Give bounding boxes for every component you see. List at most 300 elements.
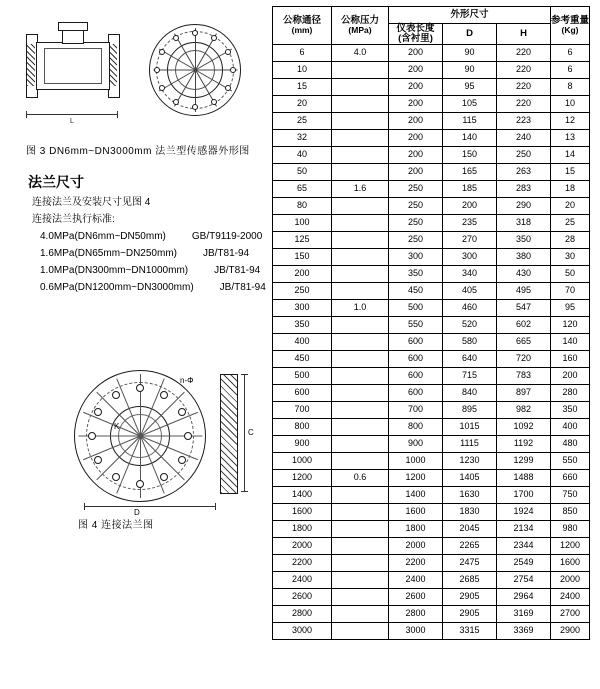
table-row xyxy=(273,452,590,469)
flange-right-hatch xyxy=(109,44,117,86)
figure-3-drawing xyxy=(10,18,260,128)
bolt-hole xyxy=(136,384,144,392)
table-row xyxy=(273,554,590,571)
cell-diameter-d: 95 xyxy=(443,78,497,95)
cell-meter-length: 450 xyxy=(389,282,443,299)
cell-diameter-d: 840 xyxy=(443,384,497,401)
table-row xyxy=(273,537,590,554)
bolt-hole xyxy=(173,99,179,105)
dimension-label-k: K xyxy=(114,422,120,431)
cell-meter-length: 600 xyxy=(389,367,443,384)
table-row xyxy=(273,622,590,639)
cell-diameter-d: 90 xyxy=(443,61,497,78)
cell-meter-length: 1000 xyxy=(389,452,443,469)
figure-4-caption: 图 4 连接法兰图 xyxy=(78,520,154,531)
cell-reference-weight: 2700 xyxy=(551,605,590,622)
cell-diameter-d: 1405 xyxy=(443,469,497,486)
standard-pressure: 1.6MPa xyxy=(40,248,75,259)
cell-meter-length: 2200 xyxy=(389,554,443,571)
cell-diameter-d: 140 xyxy=(443,129,497,146)
table-row xyxy=(273,299,590,316)
table-row xyxy=(273,350,590,367)
table-row xyxy=(273,520,590,537)
cell-diameter-d: 520 xyxy=(443,316,497,333)
cell-height-h: 350 xyxy=(497,231,551,248)
cell-height-h: 3369 xyxy=(497,622,551,639)
cell-nominal-pressure xyxy=(332,282,389,299)
cell-nominal-pressure xyxy=(332,78,389,95)
table-row xyxy=(273,146,590,163)
bolt-hole xyxy=(136,480,144,488)
cell-nominal-pressure xyxy=(332,588,389,605)
cell-height-h: 720 xyxy=(497,350,551,367)
header-nominal-pressure-unit: (MPa) xyxy=(348,24,372,35)
cell-diameter-d: 580 xyxy=(443,333,497,350)
cell-reference-weight: 120 xyxy=(551,316,590,333)
cell-height-h: 283 xyxy=(497,180,551,197)
cell-nominal-diameter: 350 xyxy=(273,316,332,333)
cell-reference-weight: 1200 xyxy=(551,537,590,554)
cell-nominal-pressure xyxy=(332,146,389,163)
standard-pressure: 4.0MPa xyxy=(40,231,75,242)
cell-reference-weight: 350 xyxy=(551,401,590,418)
cell-nominal-diameter: 25 xyxy=(273,112,332,129)
cell-reference-weight: 18 xyxy=(551,180,590,197)
cell-nominal-pressure xyxy=(332,129,389,146)
bolt-hole xyxy=(160,391,168,399)
cell-height-h: 495 xyxy=(497,282,551,299)
cell-height-h: 1192 xyxy=(497,435,551,452)
cell-meter-length: 600 xyxy=(389,333,443,350)
header-reference-weight-unit: (Kg) xyxy=(561,24,579,35)
cell-nominal-diameter: 100 xyxy=(273,214,332,231)
cell-height-h: 318 xyxy=(497,214,551,231)
cell-meter-length: 550 xyxy=(389,316,443,333)
table-row xyxy=(273,469,590,486)
table-row xyxy=(273,61,590,78)
dimension-line-d xyxy=(84,506,216,507)
cell-nominal-diameter: 1600 xyxy=(273,503,332,520)
cell-reference-weight: 2400 xyxy=(551,588,590,605)
cell-meter-length: 300 xyxy=(389,248,443,265)
cell-reference-weight: 70 xyxy=(551,282,590,299)
cell-height-h: 783 xyxy=(497,367,551,384)
cell-nominal-diameter: 500 xyxy=(273,367,332,384)
flange-section-view xyxy=(220,374,238,494)
section-title-flange-size: 法兰尺寸 xyxy=(28,174,84,190)
cell-nominal-diameter: 65 xyxy=(273,180,332,197)
table-row xyxy=(273,588,590,605)
cell-diameter-d: 2905 xyxy=(443,605,497,622)
cell-nominal-diameter: 2200 xyxy=(273,554,332,571)
bolt-hole xyxy=(184,432,192,440)
section-body-text xyxy=(32,194,266,296)
cell-reference-weight: 95 xyxy=(551,299,590,316)
cell-nominal-diameter: 40 xyxy=(273,146,332,163)
cell-nominal-diameter: 300 xyxy=(273,299,332,316)
cell-nominal-diameter: 1400 xyxy=(273,486,332,503)
header-nominal-diameter-unit: (mm) xyxy=(291,24,313,35)
cell-height-h: 602 xyxy=(497,316,551,333)
cell-reference-weight: 160 xyxy=(551,350,590,367)
header-diameter-d: D xyxy=(443,24,497,45)
cell-diameter-d: 1115 xyxy=(443,435,497,452)
cell-nominal-diameter: 50 xyxy=(273,163,332,180)
table-header xyxy=(273,7,590,45)
table-row xyxy=(273,418,590,435)
dimension-label-d: D xyxy=(134,508,140,517)
cell-nominal-diameter: 6 xyxy=(273,44,332,61)
cell-meter-length: 2600 xyxy=(389,588,443,605)
cell-height-h: 220 xyxy=(497,61,551,78)
cell-nominal-diameter: 1200 xyxy=(273,469,332,486)
cell-nominal-pressure xyxy=(332,435,389,452)
bolt-hole xyxy=(112,473,120,481)
cell-height-h: 982 xyxy=(497,401,551,418)
cell-nominal-diameter: 450 xyxy=(273,350,332,367)
standard-code: GB/T9119-2000 xyxy=(191,231,263,242)
standard-range: (DN300mm~DN1000mm) xyxy=(74,265,189,276)
cell-meter-length: 200 xyxy=(389,112,443,129)
bolt-hole xyxy=(192,30,198,36)
cell-nominal-diameter: 15 xyxy=(273,78,332,95)
cell-diameter-d: 2685 xyxy=(443,571,497,588)
bolt-hole xyxy=(173,35,179,41)
cell-diameter-d: 340 xyxy=(443,265,497,282)
cell-nominal-pressure xyxy=(332,384,389,401)
bolt-hole xyxy=(159,85,165,91)
bolt-hole xyxy=(94,408,102,416)
cell-height-h: 220 xyxy=(497,95,551,112)
cell-reference-weight: 50 xyxy=(551,265,590,282)
cell-height-h: 250 xyxy=(497,146,551,163)
table-row xyxy=(273,197,590,214)
cell-meter-length: 700 xyxy=(389,401,443,418)
cell-diameter-d: 640 xyxy=(443,350,497,367)
flange-left-hatch xyxy=(27,44,35,86)
cell-nominal-diameter: 125 xyxy=(273,231,332,248)
cell-nominal-diameter: 2600 xyxy=(273,588,332,605)
cell-diameter-d: 2905 xyxy=(443,588,497,605)
cell-meter-length: 2800 xyxy=(389,605,443,622)
cell-reference-weight: 200 xyxy=(551,367,590,384)
table-row xyxy=(273,384,590,401)
table-row xyxy=(273,231,590,248)
cell-meter-length: 200 xyxy=(389,129,443,146)
cell-nominal-pressure xyxy=(332,571,389,588)
flange-plan-view xyxy=(70,366,210,506)
cell-reference-weight: 20 xyxy=(551,197,590,214)
section-line-2: 连接法兰执行标准: xyxy=(32,214,115,225)
cell-reference-weight: 2900 xyxy=(551,622,590,639)
cell-nominal-pressure xyxy=(332,418,389,435)
table-row xyxy=(273,180,590,197)
bolt-hole xyxy=(230,67,236,73)
cell-reference-weight: 15 xyxy=(551,163,590,180)
bolt-hole xyxy=(112,391,120,399)
table-row xyxy=(273,605,590,622)
header-reference-weight-text: 参考重量 xyxy=(551,15,590,27)
cell-diameter-d: 165 xyxy=(443,163,497,180)
cell-reference-weight: 140 xyxy=(551,333,590,350)
cell-meter-length: 900 xyxy=(389,435,443,452)
cell-nominal-diameter: 1800 xyxy=(273,520,332,537)
cell-nominal-diameter: 80 xyxy=(273,197,332,214)
cell-nominal-diameter: 200 xyxy=(273,265,332,282)
dimension-line-c xyxy=(244,374,245,492)
cell-meter-length: 500 xyxy=(389,299,443,316)
cell-height-h: 665 xyxy=(497,333,551,350)
table-row xyxy=(273,163,590,180)
cell-reference-weight: 480 xyxy=(551,435,590,452)
cell-height-h: 1924 xyxy=(497,503,551,520)
cell-diameter-d: 1830 xyxy=(443,503,497,520)
cell-nominal-pressure xyxy=(332,520,389,537)
cell-reference-weight: 850 xyxy=(551,503,590,520)
bolt-hole xyxy=(160,473,168,481)
left-column xyxy=(0,0,268,689)
cell-nominal-pressure xyxy=(332,350,389,367)
cell-nominal-pressure xyxy=(332,503,389,520)
cell-reference-weight: 400 xyxy=(551,418,590,435)
cell-reference-weight: 660 xyxy=(551,469,590,486)
cell-meter-length: 600 xyxy=(389,384,443,401)
cell-meter-length: 250 xyxy=(389,214,443,231)
cell-height-h: 2754 xyxy=(497,571,551,588)
cell-nominal-pressure xyxy=(332,248,389,265)
cell-meter-length: 2400 xyxy=(389,571,443,588)
table-row xyxy=(273,214,590,231)
cell-diameter-d: 300 xyxy=(443,248,497,265)
cell-nominal-pressure xyxy=(332,537,389,554)
cell-height-h: 1488 xyxy=(497,469,551,486)
cell-nominal-diameter: 400 xyxy=(273,333,332,350)
table-row xyxy=(273,367,590,384)
standard-row-2 xyxy=(32,262,266,279)
table-row xyxy=(273,316,590,333)
cell-nominal-diameter: 900 xyxy=(273,435,332,452)
standard-pressure: 1.0MPa xyxy=(40,265,75,276)
dimension-label-l: L xyxy=(70,118,74,125)
cell-nominal-diameter: 10 xyxy=(273,61,332,78)
header-overall-dimensions: 外形尺寸 xyxy=(389,7,551,24)
cell-meter-length: 3000 xyxy=(389,622,443,639)
cell-reference-weight: 1600 xyxy=(551,554,590,571)
standard-range: (DN6mm~DN50mm) xyxy=(74,231,166,242)
cell-diameter-d: 2475 xyxy=(443,554,497,571)
cell-nominal-pressure xyxy=(332,401,389,418)
table-body xyxy=(273,44,590,639)
cell-meter-length: 200 xyxy=(389,95,443,112)
bolt-hole xyxy=(178,408,186,416)
cell-diameter-d: 235 xyxy=(443,214,497,231)
cell-nominal-pressure: 1.6 xyxy=(332,180,389,197)
section-line-1: 连接法兰及安装尺寸见图 4 xyxy=(32,197,151,208)
cell-nominal-pressure: 1.0 xyxy=(332,299,389,316)
cell-meter-length: 250 xyxy=(389,180,443,197)
cell-nominal-pressure xyxy=(332,61,389,78)
cell-nominal-diameter: 3000 xyxy=(273,622,332,639)
cell-nominal-pressure xyxy=(332,554,389,571)
cell-diameter-d: 1630 xyxy=(443,486,497,503)
table-row xyxy=(273,248,590,265)
sensor-liner xyxy=(44,48,102,84)
cell-height-h: 1299 xyxy=(497,452,551,469)
standard-range: (DN1200mm~DN3000mm) xyxy=(74,282,194,293)
cell-meter-length: 1600 xyxy=(389,503,443,520)
cell-reference-weight: 550 xyxy=(551,452,590,469)
header-meter-length-sub: (含衬里) xyxy=(398,32,433,44)
cell-height-h: 547 xyxy=(497,299,551,316)
figure-3-caption: 图 3 DN6mm~DN3000mm 法兰型传感器外形图 xyxy=(26,146,250,157)
bolt-hole xyxy=(178,456,186,464)
cell-meter-length: 250 xyxy=(389,231,443,248)
cell-nominal-diameter: 2800 xyxy=(273,605,332,622)
cell-nominal-pressure xyxy=(332,95,389,112)
cell-meter-length: 200 xyxy=(389,146,443,163)
table-row xyxy=(273,282,590,299)
cell-meter-length: 1800 xyxy=(389,520,443,537)
cell-diameter-d: 3315 xyxy=(443,622,497,639)
cell-nominal-diameter: 32 xyxy=(273,129,332,146)
cell-reference-weight: 10 xyxy=(551,95,590,112)
cell-height-h: 2964 xyxy=(497,588,551,605)
cell-diameter-d: 270 xyxy=(443,231,497,248)
cell-nominal-pressure xyxy=(332,163,389,180)
cell-height-h: 430 xyxy=(497,265,551,282)
cell-nominal-diameter: 250 xyxy=(273,282,332,299)
table-row xyxy=(273,571,590,588)
bolt-hole xyxy=(154,67,160,73)
cell-height-h: 2344 xyxy=(497,537,551,554)
cell-nominal-diameter: 20 xyxy=(273,95,332,112)
cell-reference-weight: 13 xyxy=(551,129,590,146)
cell-height-h: 3169 xyxy=(497,605,551,622)
standard-row-3 xyxy=(32,279,266,296)
table-row xyxy=(273,44,590,61)
cell-reference-weight: 750 xyxy=(551,486,590,503)
cell-nominal-pressure xyxy=(332,605,389,622)
table-row xyxy=(273,333,590,350)
sensor-front-view xyxy=(145,20,245,120)
header-height-h: H xyxy=(497,24,551,45)
cell-diameter-d: 150 xyxy=(443,146,497,163)
cell-meter-length: 200 xyxy=(389,78,443,95)
cell-diameter-d: 460 xyxy=(443,299,497,316)
cell-meter-length: 200 xyxy=(389,61,443,78)
cell-diameter-d: 105 xyxy=(443,95,497,112)
cell-nominal-pressure xyxy=(332,486,389,503)
table-row xyxy=(273,78,590,95)
cell-height-h: 220 xyxy=(497,78,551,95)
cell-reference-weight: 28 xyxy=(551,231,590,248)
table-row xyxy=(273,265,590,282)
cell-reference-weight: 8 xyxy=(551,78,590,95)
cell-height-h: 290 xyxy=(497,197,551,214)
cell-meter-length: 200 xyxy=(389,163,443,180)
cell-diameter-d: 2265 xyxy=(443,537,497,554)
bolt-hole xyxy=(88,432,96,440)
cell-height-h: 263 xyxy=(497,163,551,180)
standard-row-0 xyxy=(32,228,266,245)
cell-diameter-d: 895 xyxy=(443,401,497,418)
bolt-hole xyxy=(94,456,102,464)
table-row xyxy=(273,95,590,112)
bolt-hole xyxy=(211,99,217,105)
table-row xyxy=(273,486,590,503)
cell-nominal-diameter: 1000 xyxy=(273,452,332,469)
cell-diameter-d: 1015 xyxy=(443,418,497,435)
standard-range: (DN65mm~DN250mm) xyxy=(74,248,177,259)
standard-row-1 xyxy=(32,245,266,262)
cell-height-h: 220 xyxy=(497,44,551,61)
cell-diameter-d: 185 xyxy=(443,180,497,197)
dimension-line-l xyxy=(26,114,118,115)
bolt-hole xyxy=(225,49,231,55)
cell-reference-weight: 2000 xyxy=(551,571,590,588)
header-nominal-diameter xyxy=(273,7,332,45)
figure-4-drawing xyxy=(60,362,260,517)
header-reference-weight xyxy=(551,7,590,45)
cell-reference-weight: 14 xyxy=(551,146,590,163)
table-header-row-1 xyxy=(273,7,590,24)
cell-diameter-d: 200 xyxy=(443,197,497,214)
bolt-hole xyxy=(159,49,165,55)
header-nominal-pressure-text: 公称压力 xyxy=(340,15,379,27)
header-meter-length xyxy=(389,24,443,45)
cell-height-h: 1700 xyxy=(497,486,551,503)
cell-diameter-d: 115 xyxy=(443,112,497,129)
cell-diameter-d: 90 xyxy=(443,44,497,61)
standard-pressure: 0.6MPa xyxy=(40,282,75,293)
cell-nominal-diameter: 2000 xyxy=(273,537,332,554)
table-row xyxy=(273,401,590,418)
cell-height-h: 897 xyxy=(497,384,551,401)
table-row xyxy=(273,129,590,146)
cell-meter-length: 800 xyxy=(389,418,443,435)
header-nominal-pressure xyxy=(332,7,389,45)
specification-table xyxy=(272,6,590,640)
dimension-label-c: C xyxy=(248,428,254,437)
cell-nominal-pressure xyxy=(332,214,389,231)
cell-diameter-d: 1230 xyxy=(443,452,497,469)
cell-nominal-pressure xyxy=(332,316,389,333)
cell-nominal-diameter: 600 xyxy=(273,384,332,401)
cell-nominal-pressure xyxy=(332,333,389,350)
cell-reference-weight: 30 xyxy=(551,248,590,265)
table-row xyxy=(273,112,590,129)
cell-meter-length: 250 xyxy=(389,197,443,214)
table-row xyxy=(273,503,590,520)
cell-reference-weight: 25 xyxy=(551,214,590,231)
cell-diameter-d: 2045 xyxy=(443,520,497,537)
bolt-count-note: n-Φ xyxy=(180,376,194,385)
cell-nominal-pressure: 0.6 xyxy=(332,469,389,486)
cell-meter-length: 350 xyxy=(389,265,443,282)
cell-diameter-d: 715 xyxy=(443,367,497,384)
cell-meter-length: 600 xyxy=(389,350,443,367)
cell-nominal-pressure xyxy=(332,197,389,214)
cell-nominal-pressure xyxy=(332,265,389,282)
cell-height-h: 223 xyxy=(497,112,551,129)
cell-height-h: 2134 xyxy=(497,520,551,537)
sensor-junction-box xyxy=(58,22,88,31)
standard-code: JB/T81-94 xyxy=(202,248,250,259)
specification-table-wrapper xyxy=(272,6,592,640)
cell-height-h: 240 xyxy=(497,129,551,146)
cell-nominal-pressure xyxy=(332,112,389,129)
cell-reference-weight: 280 xyxy=(551,384,590,401)
